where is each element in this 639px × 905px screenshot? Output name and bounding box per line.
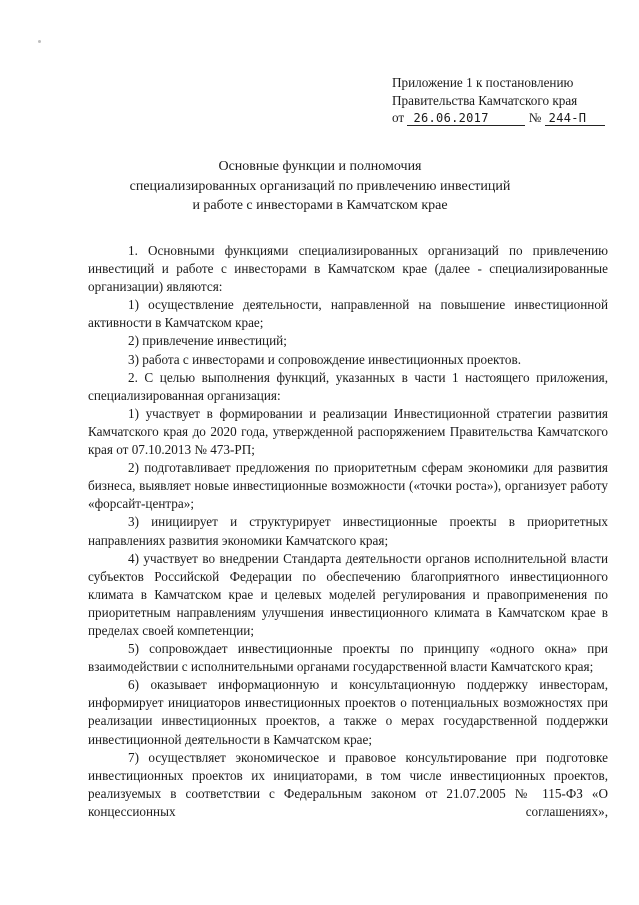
document-title [90,157,550,216]
paragraph-1-item-1: 1) осуществление деятельности, направленной на повышение инвестиционной активности в Камчатском крае; [88,297,608,331]
paragraph-2-item-7: 7) осуществляет экономическое и правовое консультирование при подготовке инвестиционных проектов их инициаторами, в том числе инвестиционных проектов, реализуемых в соответствии с Федеральным законом от 21.07.2005 № 115-ФЗ «О концессионных соглашениях», [88,749,608,819]
paragraph-2: 2. С целью выполнения функций, указанных в части 1 настоящего приложения, специализированная организация: [88,369,608,403]
paragraph-2-item-4: 4) участвует во внедрении Стандарта деятельности органов исполнительной власти субъектов Российской Федерации по обеспечению благоприятного инвестиционного климата в Камчатском крае и целевых моделей регулирования и правоприменения по приоритетным направлениям улучшения инвестиционного климата в Камчатском крае в пределах своей компетенции; [88,550,608,638]
document-body [88,242,608,821]
header-line-1: Приложение 1 к постановлению [392,75,574,90]
paragraph-2-item-1: 1) участвует в формировании и реализации Инвестиционной стратегии развития Камчатского края до 2020 года, утвержденной распоряжением Правительства Камчатского края от 07.10.2013 № 473-РП; [88,405,608,458]
date-prefix: от [392,110,405,125]
date-field [407,111,525,126]
paragraph-2-item-2: 2) подготавливает предложения по приоритетным сферам экономики для развития бизнеса, выявляет новые инвестиционные возможности («точки роста»), организует работу «форсайт-центра»; [88,460,608,512]
title-line-1: Основные функции и полномочия [218,159,422,174]
paragraph-2-item-5: 5) сопровождает инвестиционные проекты по принципу «одного окна» при взаимодействии с исполнительными органами государственной власти Камчатского края; [88,641,608,675]
paragraph-2-item-6: 6) оказывает информационную и консультационную поддержку инвесторам, информирует инициаторов инвестиционных проектов о потенциальных возможностях при реализации инвестиционных проектов, а также о мерах государственной поддержки инвестиционной деятельности в Камчатском крае; [88,677,608,747]
title-line-2: специализированных организаций по привлечению инвестиций [129,178,511,194]
paragraph-1: 1. Основными функциями специализированных организаций по привлечению инвестиций и работе с инвесторами в Камчатском крае (далее - специализированные организации) являются: [88,243,608,295]
header-line-2: Правительства Камчатского края [392,92,578,108]
title-line-3: и работе с инвесторами в Камчатском крае [192,198,448,213]
paragraph-1-item-2: 2) привлечение инвестиций; [128,333,287,349]
header-date-line [392,109,622,127]
number-sign: № [528,110,542,125]
number-value: 244-П [548,111,587,125]
paragraph-1-item-3: 3) работа с инвесторами и сопровождение инвестиционных проектов. [128,351,521,367]
date-value: 26.06.2017 [413,111,489,125]
number-field [545,111,605,126]
scan-speck [38,40,41,43]
paragraph-2-item-3: 3) инициирует и структурирует инвестиционные проекты в приоритетных направлениях развития экономики Камчатского края; [88,514,608,548]
appendix-header [392,74,622,127]
